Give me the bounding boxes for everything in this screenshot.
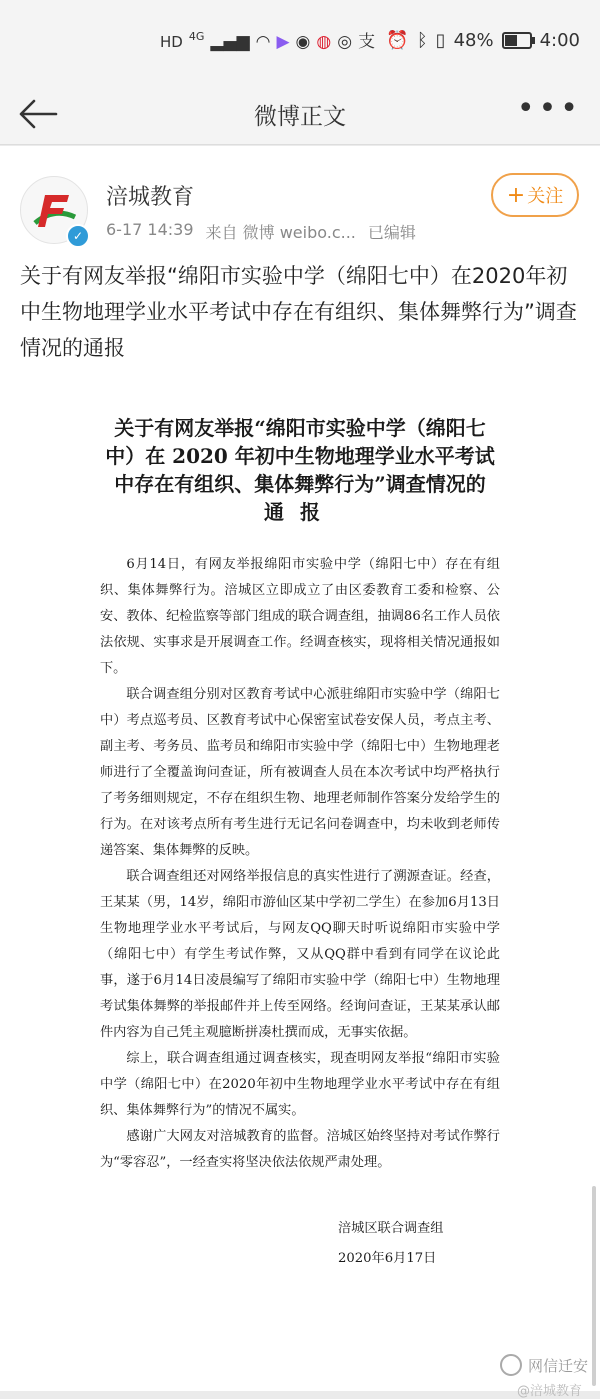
watermark-primary: 网信迁安 [527, 1356, 588, 1375]
clock: 4:00 [539, 30, 580, 51]
verified-badge-icon: ✓ [66, 224, 90, 248]
alarm-icon: ⏰ [386, 30, 409, 51]
document-title-line: 中存在有组织、集体舞弊行为”调查情况的 [114, 472, 486, 496]
wifi-icon: ◠ [255, 32, 271, 52]
battery-icon [502, 32, 532, 49]
battery-percent: 48% [453, 30, 494, 51]
watermark [500, 1354, 588, 1376]
more-options-icon[interactable]: ••• [516, 91, 582, 126]
wechat-channel-icon [500, 1354, 522, 1376]
bluetooth-icon: ᛒ [416, 30, 428, 51]
document-paragraph: 综上，联合调查组通过调查核实，现查明网友举报“绵阳市实验中学（绵阳七中）在2020年初中生物地理学业水平考试中存在有组织、集体舞弊行为”的情况不属实。 [100, 1051, 500, 1118]
top-nav-bar [0, 84, 600, 145]
document-paragraph: 联合调查组分别对区教育考试中心派驻绵阳市实验中学（绵阳七中）考点巡考员、区教育考试中心保密室试卷安保人员，考点主考、副主考、考务员、监考员和绵阳市实验中学（绵阳七中）生物地理老师进行了全覆盖询问查证，所有被调查人员在本次考试中均严格执行了考务细则规定，不存在组织生物、地理老师制作答案分发给学生的行为。在对该考点所有考生进行无记名问卷调查中，均未收到老师传递答案、集体舞弊的反映。 [100, 687, 500, 858]
post-timestamp: 6-17 14:39 [106, 220, 194, 239]
signature-date: 2020年6月17日 [338, 1251, 437, 1266]
document-title-line: 中）在 2020 年初中生物地理学业水平考试 [105, 444, 495, 468]
video-app-icon: ▶ [276, 32, 290, 52]
network-type-label: 4G [188, 29, 205, 43]
status-left-icons [160, 29, 376, 52]
weibo-post-card [0, 146, 600, 1399]
post-meta [106, 220, 416, 243]
vibrate-icon: ▯ [435, 30, 446, 51]
document-paragraph: 感谢广大网友对涪城教育的监督。涪城区始终坚持对考试作弊行为“零容忍”，一经查实将坚决依法依规严肃处理。 [100, 1129, 500, 1170]
notice-document-image[interactable] [100, 414, 500, 1274]
plus-icon: + [506, 182, 526, 208]
follow-button[interactable] [491, 173, 579, 217]
hd-label: HD [160, 33, 183, 51]
post-source: 来自 微博 weibo.c... [205, 223, 356, 242]
watermark-secondary: @涪城教育 [516, 1384, 582, 1399]
status-right-icons [386, 30, 580, 51]
scrollbar[interactable] [592, 1186, 596, 1386]
document-paragraph: 6月14日，有网友举报绵阳市实验中学（绵阳七中）存在有组织、集体舞弊行为。涪城区立即成立了由区委教育工委和检察、公安、教体、纪检监察等部门组成的联合调查组，抽调86名工作人员依法依规、实事求是开展调查工作。经调查核实，现将相关情况通报如下。 [100, 557, 500, 676]
author-name[interactable]: 涪城教育 [106, 185, 195, 210]
alipay-icon: 支 [358, 32, 376, 52]
document-title [100, 414, 500, 526]
signature-org: 涪城区联合调查组 [338, 1221, 444, 1236]
wechat-icon: ◎ [337, 32, 353, 52]
follow-label: 关注 [527, 186, 564, 207]
document-title-line: 关于有网友举报“绵阳市实验中学（绵阳七 [114, 416, 486, 440]
document-body [100, 552, 500, 1176]
post-text: 关于有网友举报“绵阳市实验中学（绵阳七中）在2020年初中生物地理学业水平考试中存在有组织、集体舞弊行为”调查情况的通报 [20, 264, 577, 360]
page-title: 微博正文 [254, 104, 346, 130]
signal-icon: ▂▄▆ [210, 32, 250, 52]
status-bar [0, 0, 600, 84]
document-signature [100, 1214, 500, 1274]
weibo-icon: ◍ [316, 32, 332, 52]
document-paragraph: 联合调查组还对网络举报信息的真实性进行了溯源查证。经查，王某某（男，14岁，绵阳市游仙区某中学初二学生）在参加6月13日生物地理学业水平考试后，与网友QQ聊天时听说绵阳市实验中学（绵阳七中）有学生考试作弊，又从QQ群中看到有同学在议论此事，遂于6月14日凌晨编写了绵阳市实验中学（绵阳七中）生物地理考试集体舞弊的举报邮件并上传至网络。经询问查证，王某某承认邮件内容为自己凭主观臆断拼凑杜撰而成，无事实依据。 [100, 869, 500, 1040]
document-title-tail: 通报 [264, 500, 336, 524]
qq-icon: ◉ [295, 32, 311, 52]
edited-label: 已编辑 [367, 223, 416, 242]
